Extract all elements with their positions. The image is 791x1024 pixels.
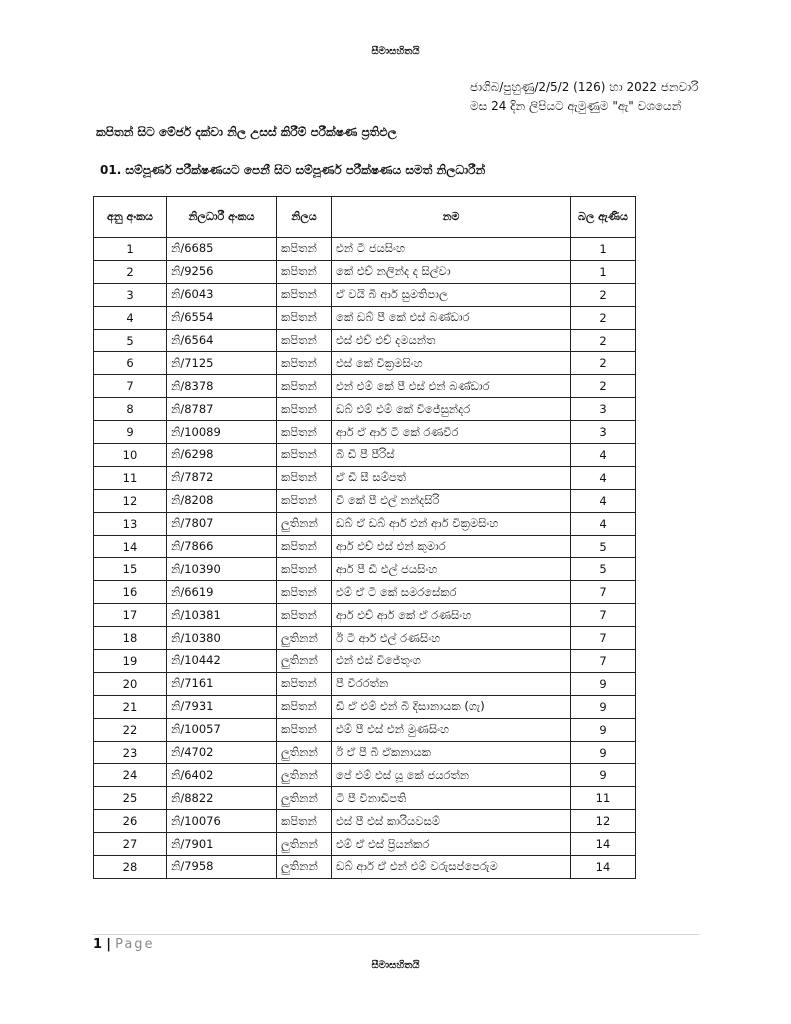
page-footer [93, 937, 155, 952]
page-separator: | [106, 937, 111, 952]
cell-officer-no: නි/7866 [167, 535, 277, 558]
table-row [94, 856, 636, 879]
cell-serial: 27 [94, 833, 167, 856]
cell-seniority: 2 [571, 352, 636, 375]
cell-rank: කපිතන් [277, 352, 332, 375]
table-row [94, 283, 636, 306]
cell-seniority: 9 [571, 672, 636, 695]
cell-serial: 20 [94, 672, 167, 695]
cell-name: ආර් එච් එස් එන් කුමාර [332, 535, 571, 558]
cell-officer-no: නි/8208 [167, 489, 277, 512]
table-row [94, 421, 636, 444]
cell-rank: කපිතන් [277, 375, 332, 398]
cell-officer-no: නි/6619 [167, 581, 277, 604]
cell-officer-no: නි/7161 [167, 672, 277, 695]
footer-divider [93, 934, 699, 935]
cell-officer-no: නි/10390 [167, 558, 277, 581]
cell-rank: ලුතිනන් [277, 787, 332, 810]
reference-block [470, 78, 699, 116]
cell-seniority: 7 [571, 581, 636, 604]
header-rank: නිලය [277, 197, 332, 238]
cell-seniority: 4 [571, 466, 636, 489]
cell-seniority: 9 [571, 695, 636, 718]
cell-officer-no: නි/8822 [167, 787, 277, 810]
cell-rank: කපිතන් [277, 558, 332, 581]
cell-rank: ලුතිනන් [277, 833, 332, 856]
cell-officer-no: නි/10076 [167, 810, 277, 833]
cell-serial: 18 [94, 627, 167, 650]
cell-officer-no: නි/7958 [167, 856, 277, 879]
cell-officer-no: නි/10057 [167, 718, 277, 741]
cell-name: එන් ටී ජයසිංහ [332, 238, 571, 261]
cell-rank: කපිතන් [277, 283, 332, 306]
cell-seniority: 2 [571, 329, 636, 352]
cell-seniority: 5 [571, 535, 636, 558]
table-row [94, 375, 636, 398]
cell-name: කේ ඩබ් පී කේ එස් බණ්ඩාර [332, 306, 571, 329]
cell-name: එම් පී එස් එන් මුණසිංහ [332, 718, 571, 741]
cell-seniority: 1 [571, 260, 636, 283]
table-row [94, 650, 636, 673]
cell-serial: 21 [94, 695, 167, 718]
cell-name: ආර් එච් ආර් කේ ඒ රණසිංහ [332, 604, 571, 627]
document-title: කපිතන් සිට මේජර් දක්වා නිල උසස් කිරීම් පරීක්ෂණ ප්‍රතිඵල [96, 125, 397, 139]
cell-serial: 26 [94, 810, 167, 833]
cell-officer-no: නි/9256 [167, 260, 277, 283]
cell-serial: 15 [94, 558, 167, 581]
cell-name: ඩබ් ආර් ඒ එන් එම් වරුසප්පෙරුම [332, 856, 571, 879]
cell-officer-no: නි/6685 [167, 238, 277, 261]
table-row [94, 535, 636, 558]
cell-officer-no: නි/10381 [167, 604, 277, 627]
cell-seniority: 12 [571, 810, 636, 833]
cell-rank: කපිතන් [277, 238, 332, 261]
table-row [94, 512, 636, 535]
reference-line-1: ජාගිබ/පුහුණු/2/5/2 (126) හා 2022 ජනවාරි [470, 80, 699, 94]
cell-seniority: 9 [571, 741, 636, 764]
table-row [94, 764, 636, 787]
cell-officer-no: නි/10380 [167, 627, 277, 650]
cell-name: ඊ ටී ආර් එල් රණසිංහ [332, 627, 571, 650]
header-seniority: බල ඇණිය [571, 197, 636, 238]
cell-officer-no: නි/7125 [167, 352, 277, 375]
cell-serial: 19 [94, 650, 167, 673]
cell-serial: 8 [94, 398, 167, 421]
cell-officer-no: නි/10089 [167, 421, 277, 444]
cell-seniority: 3 [571, 398, 636, 421]
cell-officer-no: නි/6298 [167, 444, 277, 467]
cell-officer-no: නි/7872 [167, 466, 277, 489]
cell-rank: කපිතන් [277, 260, 332, 283]
cell-rank: කපිතන් [277, 398, 332, 421]
cell-seniority: 3 [571, 421, 636, 444]
cell-serial: 2 [94, 260, 167, 283]
cell-officer-no: නි/10442 [167, 650, 277, 673]
header-name: නම [332, 197, 571, 238]
cell-seniority: 7 [571, 650, 636, 673]
cell-officer-no: නි/6554 [167, 306, 277, 329]
cell-seniority: 9 [571, 718, 636, 741]
cell-officer-no: නි/7901 [167, 833, 277, 856]
cell-rank: කපිතන් [277, 581, 332, 604]
cell-name: ඩී ඒ එම් එන් බී දිසානායක (ගැ) [332, 695, 571, 718]
results-table [93, 196, 636, 879]
cell-serial: 12 [94, 489, 167, 512]
table-row [94, 833, 636, 856]
cell-rank: කපිතන් [277, 306, 332, 329]
cell-serial: 5 [94, 329, 167, 352]
table-row [94, 695, 636, 718]
cell-name: ආර් පී ඩී එල් ජයසිංහ [332, 558, 571, 581]
header-officer-no: නිලධාරී අංකය [167, 197, 277, 238]
table-row [94, 581, 636, 604]
cell-serial: 23 [94, 741, 167, 764]
table-row [94, 489, 636, 512]
cell-officer-no: නි/6402 [167, 764, 277, 787]
cell-seniority: 9 [571, 764, 636, 787]
cell-rank: ලුතිනන් [277, 856, 332, 879]
table-row [94, 444, 636, 467]
cell-officer-no: නි/6564 [167, 329, 277, 352]
cell-name: බී ඩී පී පීරිස් [332, 444, 571, 467]
footer-classification: සීමාසහිතයි [371, 960, 420, 971]
cell-rank: ලුතිනන් [277, 764, 332, 787]
cell-rank: කපිතන් [277, 810, 332, 833]
cell-seniority: 4 [571, 444, 636, 467]
cell-serial: 24 [94, 764, 167, 787]
cell-rank: කපිතන් [277, 695, 332, 718]
table-row [94, 718, 636, 741]
cell-rank: කපිතන් [277, 466, 332, 489]
cell-rank: ලුතිනන් [277, 741, 332, 764]
cell-rank: කපිතන් [277, 489, 332, 512]
cell-name: ඒ වයි බී ආර් සුමතිපාල [332, 283, 571, 306]
cell-name: එන් එස් විජේතුංග [332, 650, 571, 673]
cell-name: එස් පී එස් කාරියවසම් [332, 810, 571, 833]
header-serial: අනු අංකය [94, 197, 167, 238]
cell-seniority: 5 [571, 558, 636, 581]
cell-seniority: 14 [571, 833, 636, 856]
cell-rank: ලුතිනන් [277, 627, 332, 650]
cell-name: එම් ඒ ටී කේ සමරසේකර [332, 581, 571, 604]
cell-serial: 17 [94, 604, 167, 627]
cell-officer-no: නි/6043 [167, 283, 277, 306]
table-row [94, 238, 636, 261]
cell-serial: 9 [94, 421, 167, 444]
cell-seniority: 2 [571, 306, 636, 329]
cell-serial: 22 [94, 718, 167, 741]
cell-name: ආර් ඒ ආර් ටී කේ රණවීර [332, 421, 571, 444]
cell-serial: 3 [94, 283, 167, 306]
cell-serial: 10 [94, 444, 167, 467]
table-row [94, 741, 636, 764]
reference-line-2: මස 24 දින ලිපියට ඇමුණුම "ඇ" වශයෙන් [470, 99, 682, 113]
table-row [94, 558, 636, 581]
table-row [94, 306, 636, 329]
cell-name: ඊ ඒ පී බී ඒකනායක [332, 741, 571, 764]
cell-officer-no: නි/8787 [167, 398, 277, 421]
cell-name: එන් එම් කේ පී එස් එන් බණ්ඩාර [332, 375, 571, 398]
table-row [94, 466, 636, 489]
table-row [94, 352, 636, 375]
cell-seniority: 4 [571, 489, 636, 512]
cell-rank: කපිතන් [277, 672, 332, 695]
table-row [94, 398, 636, 421]
cell-serial: 25 [94, 787, 167, 810]
cell-name: පී වීරරත්න [332, 672, 571, 695]
cell-rank: කපිතන් [277, 535, 332, 558]
cell-seniority: 7 [571, 627, 636, 650]
results-body [94, 238, 636, 879]
table-row [94, 810, 636, 833]
cell-serial: 6 [94, 352, 167, 375]
table-row [94, 787, 636, 810]
cell-serial: 16 [94, 581, 167, 604]
cell-serial: 11 [94, 466, 167, 489]
cell-serial: 14 [94, 535, 167, 558]
cell-serial: 4 [94, 306, 167, 329]
header-classification: සීමාසහිතයි [371, 46, 420, 57]
table-row [94, 260, 636, 283]
cell-rank: කපිතන් [277, 329, 332, 352]
cell-name: ඒ ඩී සී සම්පත් [332, 466, 571, 489]
cell-officer-no: නි/8378 [167, 375, 277, 398]
cell-name: ටී පී විනාඩිපති [332, 787, 571, 810]
cell-name: ඩබ් එම් එම් කේ විජේසුන්දර [332, 398, 571, 421]
cell-name: එස් එච් එච් දමයන්ත [332, 329, 571, 352]
cell-rank: ලුතිනන් [277, 650, 332, 673]
cell-rank: ලුතිනන් [277, 512, 332, 535]
cell-serial: 13 [94, 512, 167, 535]
section-title: 01. සම්පූර්ණ පරීක්ෂණයට පෙනී සිට සම්පූර්ණ පරීක්ෂණය සමත් නිලධාරීන් [100, 163, 486, 177]
cell-officer-no: නි/7807 [167, 512, 277, 535]
table-header-row [94, 197, 636, 238]
cell-name: වී කේ පී එල් නන්දසිරි [332, 489, 571, 512]
cell-seniority: 4 [571, 512, 636, 535]
table-row [94, 672, 636, 695]
cell-officer-no: නි/4702 [167, 741, 277, 764]
cell-name: එම් ඒ එස් ප්‍රියන්කර [332, 833, 571, 856]
cell-seniority: 1 [571, 238, 636, 261]
table-row [94, 329, 636, 352]
cell-seniority: 7 [571, 604, 636, 627]
page-label: Page [115, 937, 155, 952]
cell-name: කේ එච් නලින්ද ද සිල්වා [332, 260, 571, 283]
cell-name: එස් කේ වික්‍රමසිංහ [332, 352, 571, 375]
cell-seniority: 2 [571, 375, 636, 398]
cell-seniority: 14 [571, 856, 636, 879]
cell-rank: කපිතන් [277, 718, 332, 741]
cell-name: පේ එම් එස් යූ කේ ජයරත්න [332, 764, 571, 787]
table-row [94, 627, 636, 650]
cell-serial: 28 [94, 856, 167, 879]
cell-name: ඩබ් ඒ ඩබ් ආර් එන් ආර් වික්‍රමසිංහ [332, 512, 571, 535]
table-row [94, 604, 636, 627]
cell-seniority: 2 [571, 283, 636, 306]
cell-rank: කපිතන් [277, 444, 332, 467]
cell-serial: 1 [94, 238, 167, 261]
cell-rank: කපිතන් [277, 604, 332, 627]
cell-serial: 7 [94, 375, 167, 398]
cell-rank: කපිතන් [277, 421, 332, 444]
page-number: 1 [93, 937, 103, 952]
cell-seniority: 11 [571, 787, 636, 810]
cell-officer-no: නි/7931 [167, 695, 277, 718]
